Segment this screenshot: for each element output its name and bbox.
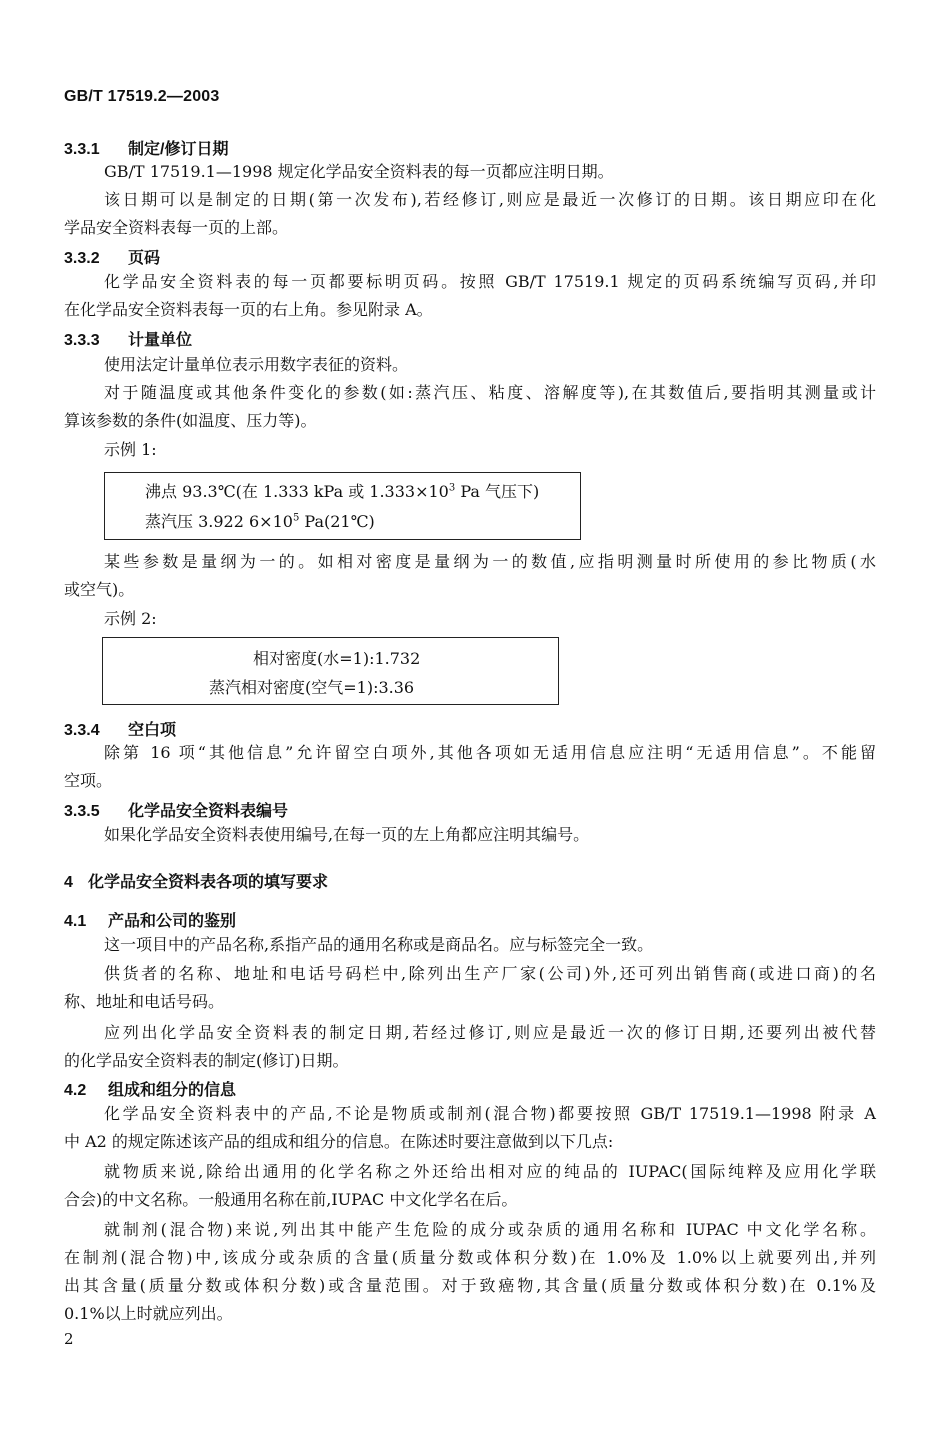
section-number: 3.3.2 <box>64 250 100 267</box>
paragraph: 化学品安全资料表中的产品,不论是物质或制剂(混合物)都要按照 GB/T 17519.1—1998 附录 A <box>104 1104 876 1123</box>
section-4-heading <box>64 869 328 892</box>
paragraph: 出其含量(质量分数或体积分数)或含量范围。对于致癌物,其含量(质量分数或体积分数)在 0.1%及 <box>64 1276 876 1295</box>
paragraph: 的化学品安全资料表的制定(修订)日期。 <box>64 1051 349 1070</box>
paragraph: 使用法定计量单位表示用数字表征的资料。 <box>104 355 409 374</box>
paragraph: 就物质来说,除给出通用的化学名称之外还给出相对应的纯品的 IUPAC(国际纯粹及应用化学联 <box>104 1162 876 1181</box>
section-title: 化学品安全资料表编号 <box>128 803 289 820</box>
section-3-3-4-heading <box>64 717 176 740</box>
paragraph: 如果化学品安全资料表使用编号,在每一页的左上角都应注明其编号。 <box>104 825 590 844</box>
section-3-3-5-heading <box>64 798 288 821</box>
section-3-3-2-heading <box>64 245 160 268</box>
paragraph: 供货者的名称、地址和电话号码栏中,除列出生产厂家(公司)外,还可列出销售商(或进口商)的名 <box>104 964 876 983</box>
section-title: 组成和组分的信息 <box>108 1082 237 1099</box>
section-number: 4 <box>64 874 73 891</box>
example-1-line-1: 沸点 93.3℃(在 1.333 kPa 或 $1.333\times 10^3$ Pa 气压下) <box>145 482 540 501</box>
section-number: 3.3.5 <box>64 803 100 820</box>
section-title: 页码 <box>128 250 161 267</box>
section-number: 4.2 <box>64 1082 87 1099</box>
section-number: 3.3.4 <box>64 722 100 739</box>
paragraph: 算该参数的条件(如温度、压力等)。 <box>64 411 317 430</box>
example-2-line-2: 蒸汽相对密度(空气=1):3.36 <box>209 678 415 697</box>
section-4-2-heading <box>64 1077 236 1100</box>
paragraph: 空项。 <box>64 771 113 790</box>
paragraph: 某些参数是量纲为一的。如相对密度是量纲为一的数值,应指明测量时所使用的参比物质(水 <box>104 552 876 571</box>
paragraph: 称、地址和电话号码。 <box>64 992 225 1011</box>
paragraph: 中 A2 的规定陈述该产品的组成和组分的信息。在陈述时要注意做到以下几点: <box>64 1132 614 1151</box>
paragraph: 就制剂(混合物)来说,列出其中能产生危险的成分或杂质的通用名称和 IUPAC 中文化学名称。 <box>104 1220 876 1239</box>
paragraph: GB/T 17519.1—1998 规定化学品安全资料表的每一页都应注明日期。 <box>104 162 614 181</box>
paragraph: 在制剂(混合物)中,该成分或杂质的含量(质量分数或体积分数)在 1.0%及 1.0%以上就要列出,并列 <box>64 1248 876 1267</box>
section-title: 化学品安全资料表各项的填写要求 <box>88 874 329 891</box>
paragraph: 化学品安全资料表的每一页都要标明页码。按照 GB/T 17519.1 规定的页码系统编写页码,并印 <box>104 272 876 291</box>
example-label: 示例 2: <box>104 609 157 628</box>
example-1-box <box>104 472 581 540</box>
section-4-1-heading <box>64 908 236 931</box>
page-number: 2 <box>64 1330 74 1348</box>
example-label: 示例 1: <box>104 440 157 459</box>
paragraph: 应列出化学品安全资料表的制定日期,若经过修订,则应是最近一次的修订日期,还要列出被代替 <box>104 1023 876 1042</box>
example-2-box <box>102 637 559 705</box>
section-number: 3.3.3 <box>64 332 100 349</box>
paragraph: 这一项目中的产品名称,系指产品的通用名称或是商品名。应与标签完全一致。 <box>104 935 654 954</box>
paragraph: 合会)的中文名称。一般通用名称在前,IUPAC 中文化学名在后。 <box>64 1190 518 1209</box>
section-3-3-3-heading <box>64 327 192 350</box>
paragraph: 除第 16 项“其他信息”允许留空白项外,其他各项如无适用信息应注明“无适用信息”。不能留 <box>104 743 876 762</box>
section-number: 4.1 <box>64 913 87 930</box>
paragraph: 在化学品安全资料表每一页的右上角。参见附录 A。 <box>64 300 433 319</box>
standard-number: GB/T 17519.2—2003 <box>64 88 220 105</box>
paragraph: 或空气)。 <box>64 580 135 599</box>
section-3-3-1-heading <box>64 136 228 159</box>
example-2-line-1: 相对密度(水=1):1.732 <box>253 649 421 668</box>
section-title: 产品和公司的鉴别 <box>108 913 237 930</box>
section-title: 制定/修订日期 <box>128 141 229 158</box>
paragraph: 该日期可以是制定的日期(第一次发布),若经修订,则应是最近一次修订的日期。该日期应印在化 <box>104 190 876 209</box>
section-title: 空白项 <box>128 722 177 739</box>
paragraph: 学品安全资料表每一页的上部。 <box>64 218 289 237</box>
example-1-line-2: 蒸汽压 3.922 $6\times 10^5$ Pa(21℃) <box>145 512 375 531</box>
section-title: 计量单位 <box>128 332 193 349</box>
paragraph: 对于随温度或其他条件变化的参数(如:蒸汽压、粘度、溶解度等),在其数值后,要指明其测量或计 <box>104 383 876 402</box>
section-number: 3.3.1 <box>64 141 100 158</box>
paragraph: 0.1%以上时就应列出。 <box>64 1304 233 1323</box>
